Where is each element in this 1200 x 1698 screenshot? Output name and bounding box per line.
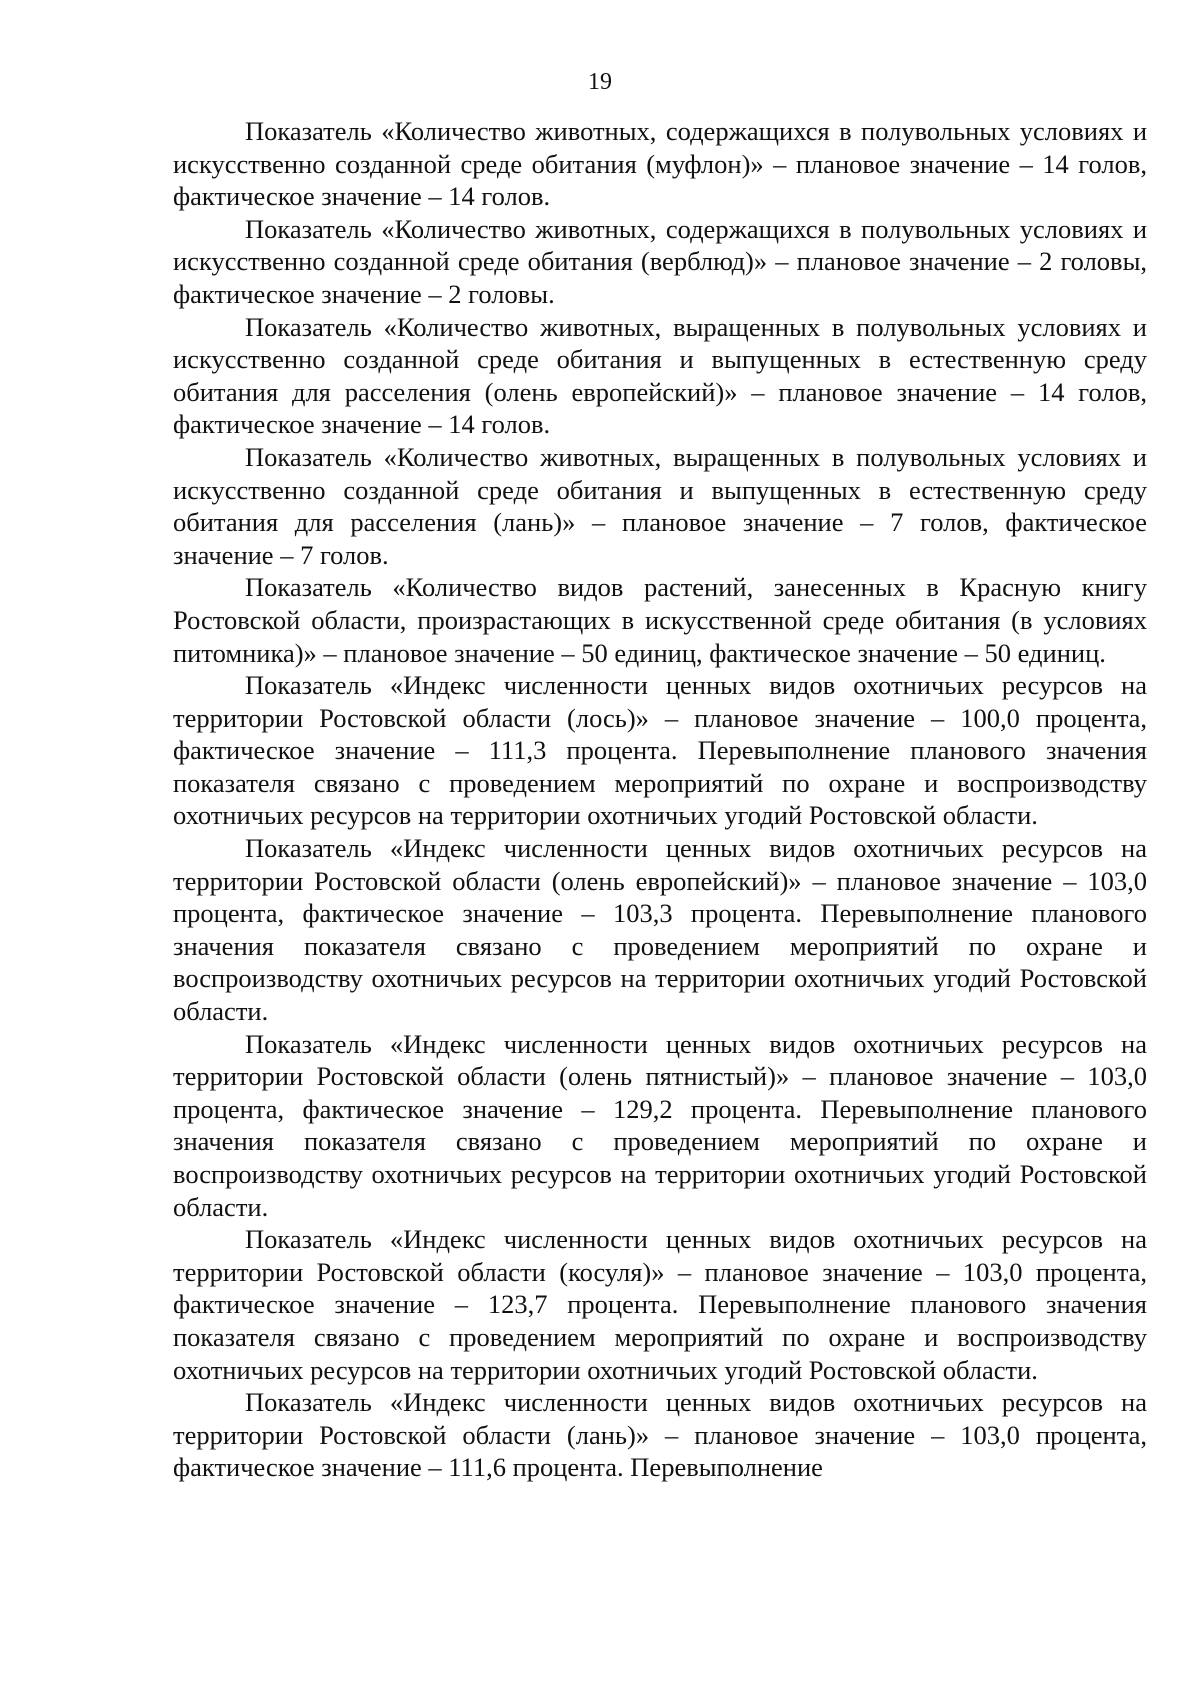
paragraph-european-deer-released: Показатель «Количество животных, выращенных в полувольных условиях и искусственно созданной среде обитания и выпущенных в естественную среду обитания для расселения (олень европейский)» – плановое значение – 14 голов, фактическое значение – 14 голов. [173, 311, 1147, 440]
paragraph-camel: Показатель «Количество животных, содержащихся в полувольных условиях и искусственно созданной среде обитания (верблюд)» – плановое значение – 2 головы, фактическое значение – 2 головы. [173, 213, 1147, 309]
paragraph-red-book-plants: Показатель «Количество видов растений, занесенных в Красную книгу Ростовской области, произрастающих в искусственной среде обитания (в условиях питомника)» – плановое значение – 50 единиц, фактическое значение – 50 единиц. [173, 572, 1147, 668]
paragraph-moose-index: Показатель «Индекс численности ценных видов охотничьих ресурсов на территории Ростовской области (лось)» – плановое значение – 100,0 процента, фактическое значение – 111,3 процента. Перевыполнение планового значения показателя связано с проведением мероприятий по охране и воспроизводству охотничьих ресурсов на территории охотничьих угодий Ростовской области. [173, 670, 1147, 831]
paragraph-european-deer-index: Показатель «Индекс численности ценных видов охотничьих ресурсов на территории Ростовской области (олень европейский)» – плановое значение – 103,0 процента, фактическое значение – 103,3 процента. Перевыполнение планового значения показателя связано с проведением мероприятий по охране и воспроизводству охотничьих ресурсов на территории охотничьих угодий Ростовской области. [173, 833, 1147, 1027]
paragraph-fallow-deer-released: Показатель «Количество животных, выращенных в полувольных условиях и искусственно созданной среде обитания и выпущенных в естественную среду обитания для расселения (лань)» – плановое значение – 7 голов, фактическое значение – 7 голов. [173, 441, 1147, 570]
paragraph-muflon: Показатель «Количество животных, содержащихся в полувольных условиях и искусственно созданной среде обитания (муфлон)» – плановое значение – 14 голов, фактическое значение – 14 голов. [173, 116, 1147, 212]
paragraph-roe-deer-index: Показатель «Индекс численности ценных видов охотничьих ресурсов на территории Ростовской области (косуля)» – плановое значение – 103,0 процента, фактическое значение – 123,7 процента. Перевыполнение планового значения показателя связано с проведением мероприятий по охране и воспроизводству охотничьих ресурсов на территории охотничьих угодий Ростовской области. [173, 1224, 1147, 1385]
page-number: 19 [588, 69, 612, 95]
paragraph-fallow-deer-index: Показатель «Индекс численности ценных видов охотничьих ресурсов на территории Ростовской области (лань)» – плановое значение – 103,0 процента, фактическое значение – 111,6 процента. Перевыполнение [173, 1387, 1147, 1483]
document-body [173, 115, 1147, 1484]
paragraph-spotted-deer-index: Показатель «Индекс численности ценных видов охотничьих ресурсов на территории Ростовской области (олень пятнистый)» – плановое значение – 103,0 процента, фактическое значение – 129,2 процента. Перевыполнение планового значения показателя связано с проведением мероприятий по охране и воспроизводству охотничьих ресурсов на территории охотничьих угодий Ростовской области. [173, 1028, 1147, 1222]
